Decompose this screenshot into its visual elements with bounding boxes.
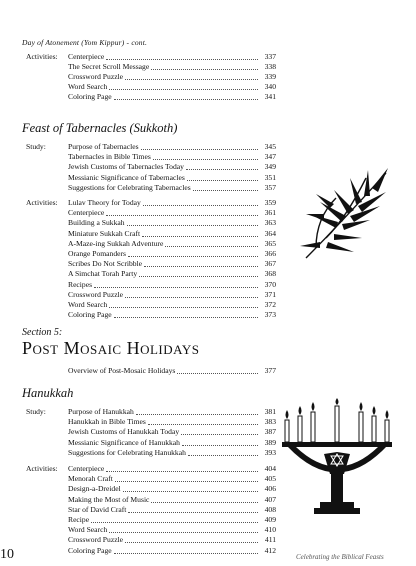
toc-entry-title: Jewish Customs of Tabernacles Today	[68, 162, 184, 172]
toc-page-number: 341	[264, 92, 276, 101]
toc-leader-dots	[123, 491, 258, 492]
toc-page-number: 373	[264, 310, 276, 320]
toc-leader-dots	[151, 502, 258, 503]
toc-page-number: 405	[264, 474, 276, 484]
toc-page-number: 368	[264, 269, 276, 279]
hanukkah-heading: Hanukkah	[22, 386, 74, 400]
toc-leader-dots	[182, 445, 258, 446]
toc-entry-title: Building a Sukkah	[68, 218, 125, 228]
toc-entry-title: Centerpiece	[68, 52, 105, 61]
toc-leader-dots	[151, 69, 258, 70]
toc-page-number: 383	[264, 417, 276, 427]
toc-leader-dots	[109, 532, 258, 533]
toc-leader-dots	[193, 190, 258, 191]
toc-entry-title: Coloring Page	[68, 310, 112, 320]
toc-leader-dots	[141, 149, 258, 150]
toc-entry-title: Design-a-Dreidel	[68, 484, 121, 494]
toc-leader-dots	[148, 424, 258, 425]
toc-entry-title: Suggestions for Celebrating Tabernacles	[68, 182, 191, 192]
toc-page-number: 337	[264, 52, 276, 61]
section-title: Post Mosaic Holidays	[22, 338, 200, 358]
toc-entry-title: A Simchat Torah Party	[68, 269, 138, 279]
toc-page-number: 340	[264, 82, 276, 91]
toc-leader-dots	[165, 246, 258, 247]
toc-entry-title: Centerpiece	[68, 208, 105, 218]
toc-row	[0, 366, 416, 376]
toc-leader-dots	[142, 236, 258, 237]
toc-page-number: 410	[264, 525, 276, 535]
toc-row	[0, 290, 416, 300]
toc-entry-title: Hanukkah in Bible Times	[68, 417, 146, 427]
toc-leader-dots	[188, 455, 258, 456]
toc-page-number: 381	[264, 407, 276, 416]
toc-entry-title: Coloring Page	[68, 545, 112, 555]
toc-page-number: 345	[264, 142, 276, 151]
palm-branch-illustration	[296, 158, 396, 268]
toc-row	[0, 535, 416, 545]
toc-leader-dots	[144, 266, 258, 267]
toc-leader-dots	[114, 99, 258, 100]
toc-leader-dots	[177, 373, 258, 374]
toc-leader-dots	[106, 215, 258, 216]
footer-title: Celebrating the Biblical Feasts	[296, 553, 384, 561]
toc-row	[0, 525, 416, 535]
section-label: Section 5:	[22, 327, 63, 338]
toc-entry-title: Star of David Craft	[68, 504, 127, 514]
toc-entry-title: The Secret Scroll Message	[68, 62, 150, 71]
toc-leader-dots	[181, 434, 258, 435]
menorah-illustration	[276, 398, 398, 522]
toc-page-number: 412	[264, 545, 276, 555]
toc-leader-dots	[106, 471, 258, 472]
toc-leader-dots	[153, 159, 258, 160]
toc-page-number: 364	[264, 228, 276, 238]
toc-row	[0, 72, 416, 82]
toc-category-label: Activities:	[26, 198, 58, 207]
toc-page-number: 361	[264, 208, 276, 218]
toc-page-number: 365	[264, 238, 276, 248]
toc-leader-dots	[115, 481, 258, 482]
toc-leader-dots	[114, 317, 258, 318]
toc-leader-dots	[109, 89, 258, 90]
toc-leader-dots	[128, 512, 258, 513]
toc-page-number: 406	[264, 484, 276, 494]
toc-category-label: Study:	[26, 407, 46, 416]
toc-leader-dots	[91, 522, 258, 523]
toc-page-number: 349	[264, 162, 276, 172]
toc-row	[0, 52, 416, 62]
toc-entry-title: Scribes Do Not Scribble	[68, 259, 143, 269]
toc-page-number: 363	[264, 218, 276, 228]
toc-category-label: Activities:	[26, 464, 58, 473]
page-number: 10	[0, 547, 14, 562]
toc-row	[0, 280, 416, 290]
toc-entry-title: Purpose of Hanukkah	[68, 407, 134, 416]
toc-leader-dots	[143, 205, 258, 206]
toc-entry-title: Centerpiece	[68, 464, 105, 473]
toc-page-number: 393	[264, 447, 276, 457]
toc-entry-title: Coloring Page	[68, 92, 112, 101]
toc-page-number: 357	[264, 182, 276, 192]
toc-entry-title: Crossword Puzzle	[68, 535, 124, 545]
toc-entry-title: Orange Pomanders	[68, 249, 126, 258]
toc-page-number: 387	[264, 427, 276, 437]
toc-entry-title: Lulav Theory for Today	[68, 198, 141, 207]
toc-leader-dots	[94, 287, 258, 288]
toc-category-label: Activities:	[26, 52, 58, 61]
toc-leader-dots	[125, 542, 258, 543]
toc-leader-dots	[128, 256, 258, 257]
toc-page-number: 407	[264, 494, 276, 504]
toc-page-number: 370	[264, 279, 276, 289]
toc-entry-title: Word Search	[68, 525, 108, 535]
toc-entry-title: Overview of Post-Mosaic Holidays	[68, 366, 176, 375]
toc-entry-title: Tabernacles in Bible Times	[68, 152, 151, 162]
toc-leader-dots	[125, 297, 258, 298]
toc-row	[0, 269, 416, 279]
toc-page-number: 371	[264, 289, 276, 299]
toc-page-number: 367	[264, 259, 276, 269]
toc-leader-dots	[109, 307, 258, 308]
toc-leader-dots	[106, 59, 258, 60]
toc-leader-dots	[139, 276, 258, 277]
toc-page-number: 409	[264, 515, 276, 524]
toc-page-number: 351	[264, 172, 276, 182]
toc-category-label: Study:	[26, 142, 46, 151]
toc-page-number: 389	[264, 437, 276, 447]
toc-entry-title: Purpose of Tabernacles	[68, 142, 139, 151]
toc-page-number: 411	[264, 535, 276, 545]
toc-page-number: 372	[264, 300, 276, 309]
toc-leader-dots	[114, 553, 258, 554]
toc-leader-dots	[127, 225, 258, 226]
toc-entry-title: A-Maze-ing Sukkah Adventure	[68, 238, 164, 248]
toc-entry-title: Miniature Sukkah Craft	[68, 228, 141, 238]
toc-entry-title: Crossword Puzzle	[68, 289, 124, 299]
toc-leader-dots	[187, 180, 258, 181]
toc-entry-title: Recipe	[68, 515, 90, 524]
toc-entry-title: Making the Most of Music	[68, 494, 150, 504]
toc-page-number: 338	[264, 62, 276, 71]
toc-leader-dots	[125, 79, 258, 80]
toc-row	[0, 310, 416, 320]
toc-row	[0, 92, 416, 102]
toc-row	[0, 300, 416, 310]
feast-tabernacles-heading: Feast of Tabernacles (Sukkoth)	[22, 121, 178, 135]
toc-row	[0, 142, 416, 152]
toc-page-number: 339	[264, 72, 276, 81]
toc-entry-title: Menorah Craft	[68, 474, 113, 484]
toc-entry-title: Messianic Significance of Hanukkah	[68, 437, 180, 447]
toc-entry-title: Crossword Puzzle	[68, 72, 124, 81]
toc-leader-dots	[136, 414, 258, 415]
toc-page-number: 347	[264, 152, 276, 162]
toc-entry-title: Word Search	[68, 82, 108, 91]
toc-page-number: 404	[264, 464, 276, 473]
toc-entry-title: Word Search	[68, 300, 108, 309]
toc-page-number: 377	[264, 366, 276, 375]
toc-entry-title: Messianic Significance of Tabernacles	[68, 172, 185, 182]
toc-leader-dots	[186, 169, 258, 170]
toc-entry-title: Jewish Customs of Hanukkah Today	[68, 427, 180, 437]
toc-entry-title: Recipes	[68, 279, 93, 289]
toc-row	[0, 82, 416, 92]
running-head: Day of Atonement (Yom Kippur) - cont.	[22, 38, 148, 47]
toc-row	[0, 62, 416, 72]
toc-page-number: 408	[264, 504, 276, 514]
toc-page-number: 366	[264, 249, 276, 258]
toc-page-number: 359	[264, 198, 276, 207]
toc-entry-title: Suggestions for Celebrating Hanukkah	[68, 447, 186, 457]
